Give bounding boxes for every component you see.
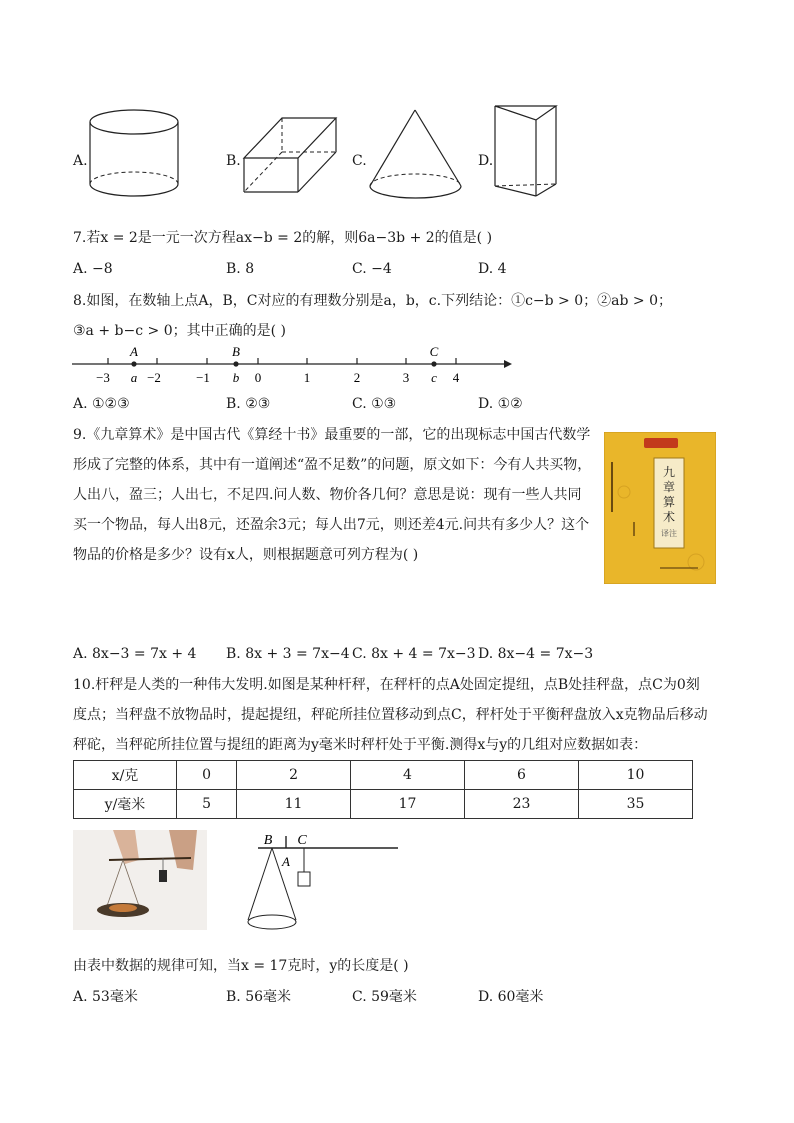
table-cell: 6 (465, 761, 579, 790)
point-b (233, 361, 238, 366)
q8-option-c[interactable]: C. ①③ (352, 396, 397, 412)
q8-stem-line2: ③a + b−c > 0；其中正确的是( ) (73, 323, 286, 339)
point-c-value: c (431, 370, 437, 385)
q10-option-c[interactable]: C. 59毫米 (352, 989, 417, 1005)
q7-stem: 7.若x = 2是一元一次方程ax−b = 2的解，则6a−3b + 2的值是( ) (73, 230, 493, 246)
table-cell: 0 (177, 761, 237, 790)
tick-label: 1 (303, 370, 311, 385)
book-cover-image (604, 432, 716, 584)
diagram-label-a: A (282, 854, 290, 869)
q7-option-d[interactable]: D. 4 (478, 261, 507, 277)
tick-label: 3 (402, 370, 410, 385)
table-cell: 10 (578, 761, 692, 790)
tick-label: −2 (147, 370, 161, 385)
q9-option-a[interactable]: A. 8x−3 = 7x + 4 (73, 646, 197, 662)
q6-option-d-label: D. (478, 153, 494, 169)
tick-label: −1 (196, 370, 210, 385)
q9-option-b[interactable]: B. 8x + 3 = 7x−4 (226, 646, 350, 662)
svg-text:章: 章 (662, 480, 676, 494)
svg-text:算: 算 (662, 495, 676, 509)
q9-option-c[interactable]: C. 8x + 4 = 7x−3 (352, 646, 476, 662)
diagram-label-b: B (263, 833, 273, 848)
q9-option-d[interactable]: D. 8x−4 = 7x−3 (478, 646, 594, 662)
table-cell: 2 (237, 761, 351, 790)
point-b-label: B (232, 344, 240, 359)
table-cell: 5 (177, 790, 237, 819)
q9-stem: 9.《九章算术》是中国古代《算经十书》最重要的一部，它的出现标志中国古代数学形成了完整的体系，其中有一道阐述“盈不足数”的问题，原文如下：今有人共买物，人出八，盈三；人出七，不足四.问人数、物价各几何？意思是说：现有一些人共同买一个物品，每人出8元，还盈余3元；每人出7元，则还差4元.问共有多少人？这个物品的价格是多少？设有x人，则根据题意可列方程为( ) (73, 427, 592, 563)
q10-option-a[interactable]: A. 53毫米 (73, 989, 138, 1005)
rectangular-prism-figure (242, 114, 338, 196)
table-cell: 23 (465, 790, 579, 819)
q6-option-a-label: A. (73, 153, 88, 169)
tick-label: 0 (254, 370, 262, 385)
q7-option-c[interactable]: C. −4 (352, 261, 392, 277)
steelyard-diagram (240, 830, 400, 942)
triangular-prism-figure (492, 104, 560, 200)
q8-option-b[interactable]: B. ②③ (226, 396, 271, 412)
point-c-label: C (429, 344, 439, 359)
cylinder-figure (88, 106, 184, 200)
q10-stem: 10.杆秤是人类的一种伟大发明.如图是某种杆秤，在秤杆的点A处固定提纽，点B处挂秤盘，点C为0刻度点；当秤盘不放物品时，提起提纽，秤砣所挂位置移动到点C，秤杆处于平衡秤盘放入x克物品后移动秤砣，当秤砣所挂位置与提纽的距离为y毫米时秤杆处于平衡.测得x与y的几组对应数据如表： (73, 677, 708, 753)
q8-stem-line1: 8.如图，在数轴上点A，B，C对应的有理数分别是a，b，c.下列结论：①c−b > 0；②ab > 0； (73, 293, 672, 309)
svg-text:九: 九 (662, 465, 676, 479)
q6-option-c-label: C. (352, 153, 367, 169)
q7-option-a[interactable]: A. −8 (73, 261, 113, 277)
tick-marks (108, 358, 456, 364)
table-header-cell: x/克 (74, 761, 177, 790)
tick-label: 4 (452, 370, 460, 385)
cone-figure (367, 108, 465, 202)
point-a-label: A (130, 344, 138, 359)
point-c (431, 361, 436, 366)
table-cell: 17 (351, 790, 465, 819)
table-row (74, 761, 693, 790)
table-cell: 11 (237, 790, 351, 819)
q6-option-b-label: B. (226, 153, 241, 169)
point-a-value: a (130, 370, 138, 385)
point-a (131, 361, 136, 366)
data-table (73, 760, 693, 819)
q7-option-b[interactable]: B. 8 (226, 261, 255, 277)
steelyard-photo (73, 830, 207, 930)
q8-option-d[interactable]: D. ①② (478, 396, 523, 412)
diagram-label-c: C (297, 833, 307, 848)
number-line (70, 342, 514, 388)
svg-text:译注: 译注 (661, 529, 677, 538)
q10-option-d[interactable]: D. 60毫米 (478, 989, 544, 1005)
table-cell: 35 (578, 790, 692, 819)
table-cell: 4 (351, 761, 465, 790)
q8-option-a[interactable]: A. ①②③ (73, 396, 130, 412)
q10-question: 由表中数据的规律可知，当x = 17克时，y的长度是( ) (73, 958, 409, 974)
tick-label: −3 (96, 370, 110, 385)
table-row (74, 790, 693, 819)
point-b-value: b (232, 370, 240, 385)
table-header-cell: y/毫米 (74, 790, 177, 819)
svg-text:术: 术 (662, 510, 676, 524)
q10-option-b[interactable]: B. 56毫米 (226, 989, 292, 1005)
tick-label: 2 (353, 370, 361, 385)
